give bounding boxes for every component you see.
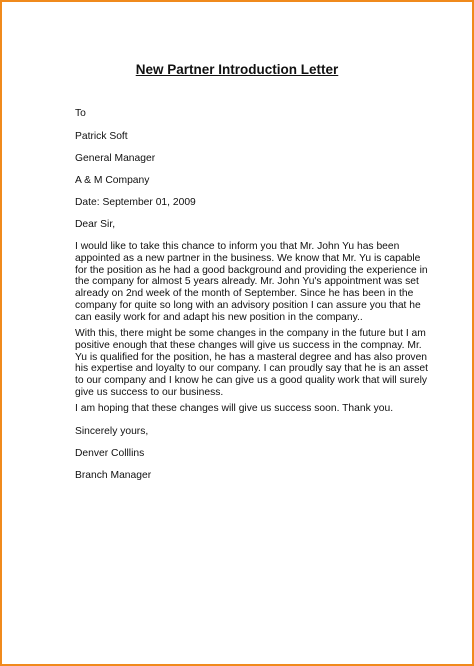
letter-title: New Partner Introduction Letter <box>135 62 339 77</box>
recipient-company: A & M Company <box>75 175 150 186</box>
paragraph-2-line: give us success to our business. <box>75 386 224 398</box>
paragraph-1 <box>75 241 428 324</box>
paragraph-2-line: to our company and I know he can give us a good quality work that will surely <box>75 375 427 387</box>
signer-name: Denver Colllins <box>75 448 145 459</box>
closing: Sincerely yours, <box>75 426 149 437</box>
paragraph-2-line: positive enough that these changes will give us success in the compnay. Mr. <box>75 339 422 351</box>
paragraph-1-line: for the position as he had a good background and providing the experience in <box>75 264 428 276</box>
paragraph-1-line: I would like to take this chance to inform you that Mr. John Yu has been <box>75 241 400 252</box>
paragraph-1-line: appointed as a new partner in the business. We know that Mr. Yu is capable <box>75 252 421 264</box>
to-line: To <box>75 108 86 119</box>
paragraph-1-line: the company for almost 5 years already. Mr. John Yu's appointment was set <box>75 276 419 288</box>
letter-date: Date: September 01, 2009 <box>75 197 196 208</box>
signer-title: Branch Manager <box>75 470 152 481</box>
paragraph-2-line: his expertise and loyalty to our company. I can proudly say that he is an asset <box>75 363 428 375</box>
paragraph-2-line: Yu is qualified for the position, he has a masteral degree and has also proven <box>75 351 428 363</box>
paragraph-1-line: can easily work for and adapt his new position in the company.. <box>75 311 363 323</box>
paragraph-2-line: With this, there might be some changes in the company in the future but I am <box>75 328 426 339</box>
paragraph-2 <box>75 328 428 399</box>
paragraph-1-line: company for quite so long with an advisory position I can assure you that he <box>75 299 421 311</box>
recipient-title: General Manager <box>75 153 156 164</box>
recipient-name: Patrick Soft <box>75 131 128 142</box>
paragraph-1-line: already on 2nd week of the month of September. Since he has been in the <box>75 288 414 300</box>
salutation: Dear Sir, <box>75 219 116 230</box>
paragraph-3: I am hoping that these changes will give us success soon. Thank you. <box>75 403 394 414</box>
